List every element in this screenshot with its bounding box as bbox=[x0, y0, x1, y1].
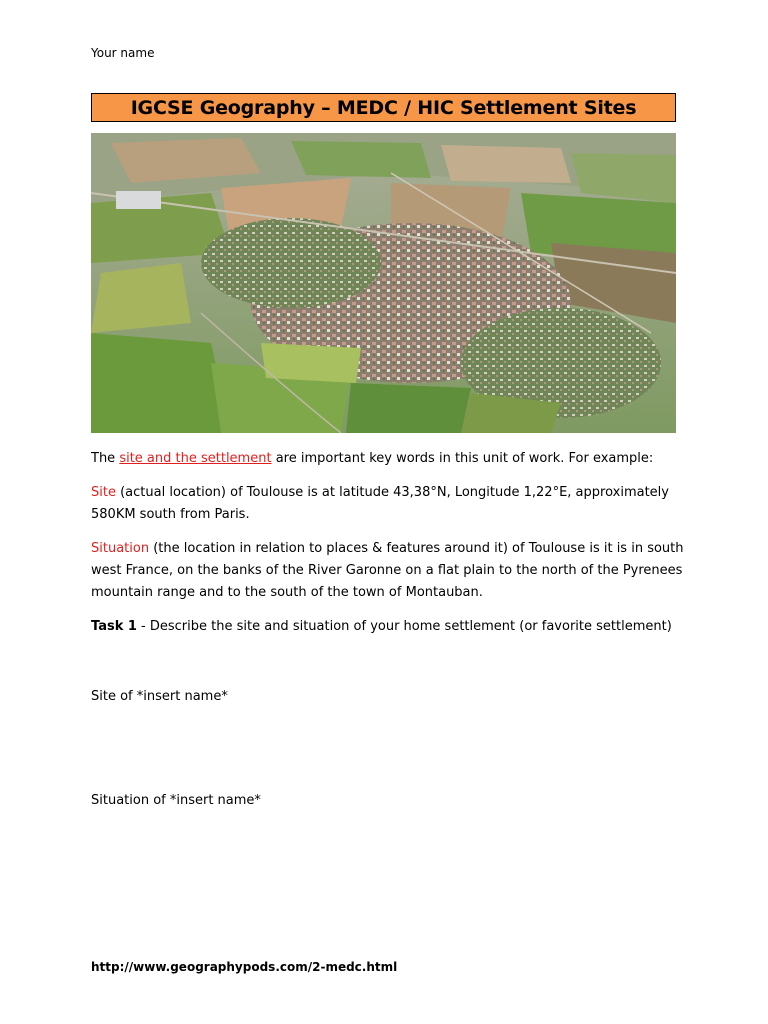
situation-text: (the location in relation to places & features around it) of Toulouse is it is in south west France, on the banks of the River Garonne on a flat plain to the north of the Pyrenees mountain range and to the south of the town of Montauban. bbox=[91, 541, 684, 600]
situation-of-prompt: Situation of *insert name* bbox=[91, 793, 261, 808]
situation-paragraph bbox=[91, 538, 691, 604]
page-title: IGCSE Geography – MEDC / HIC Settlement Sites bbox=[130, 96, 637, 119]
intro-suffix: are important key words in this unit of work. For example: bbox=[271, 451, 654, 466]
title-banner bbox=[91, 93, 676, 122]
task-label: Task 1 bbox=[91, 619, 137, 634]
task-text: - Describe the site and situation of your home settlement (or favorite settlement) bbox=[136, 619, 672, 634]
site-label: Site bbox=[91, 485, 116, 500]
task-paragraph bbox=[91, 616, 691, 638]
situation-label: Situation bbox=[91, 541, 150, 556]
intro-prefix: The bbox=[91, 451, 120, 466]
intro-paragraph bbox=[91, 448, 691, 470]
site-of-prompt: Site of *insert name* bbox=[91, 689, 228, 704]
intro-keyword: site and the settlement bbox=[119, 451, 272, 466]
site-text: (actual location) of Toulouse is at latitude 43,38°N, Longitude 1,22°E, approximately 580KM south from Paris. bbox=[91, 485, 669, 522]
your-name-label: Your name bbox=[91, 46, 155, 60]
site-paragraph bbox=[91, 482, 691, 526]
source-url[interactable]: http://www.geographypods.com/2-medc.html bbox=[91, 960, 398, 974]
aerial-town-photo bbox=[91, 133, 676, 433]
